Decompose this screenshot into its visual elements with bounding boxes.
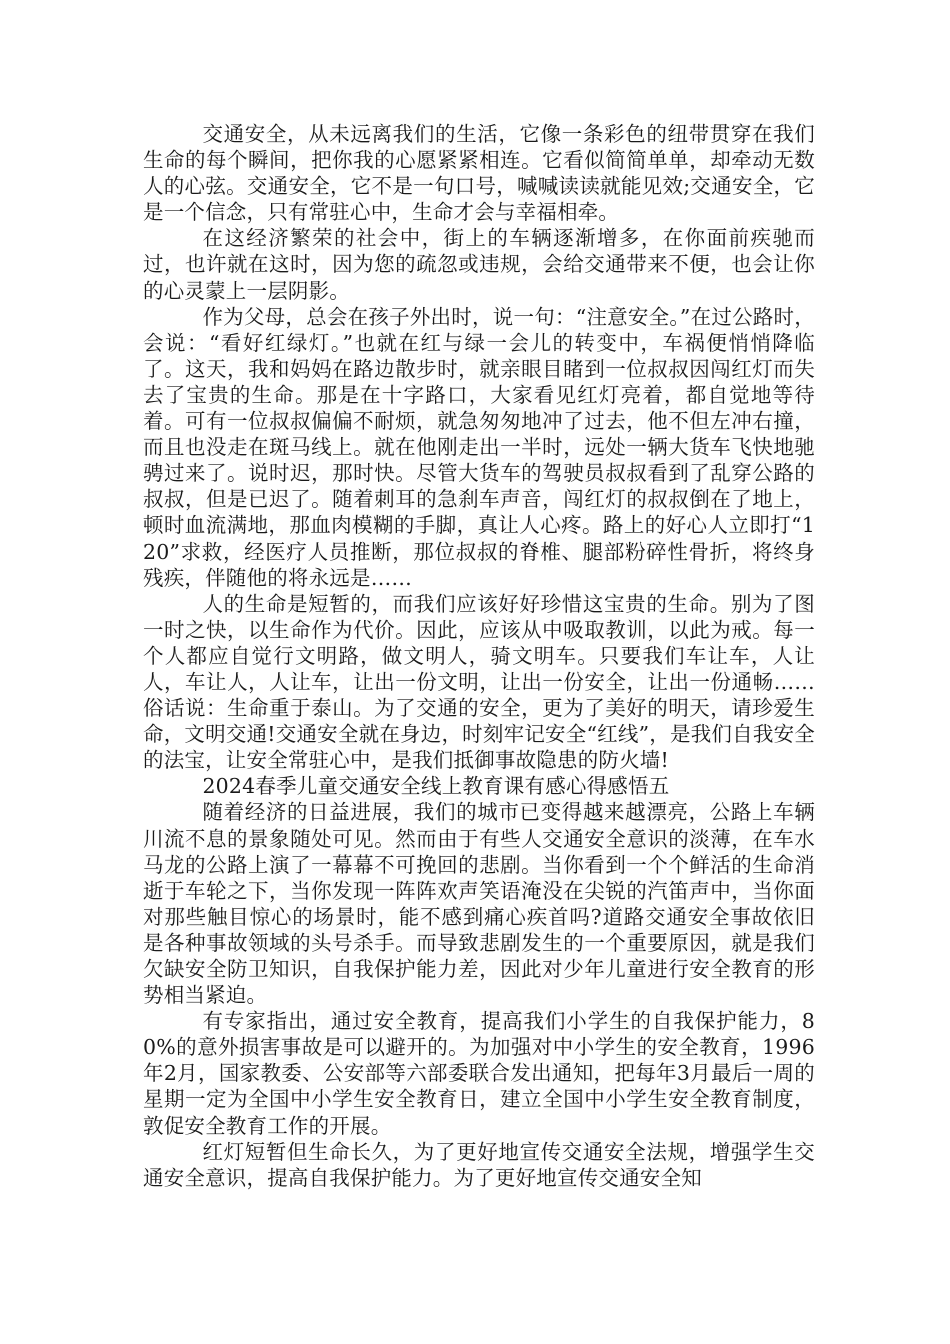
paragraph: 交通安全，从未远离我们的生活，它像一条彩色的纽带贯穿在我们生命的每个瞬间，把你我的心愿紧紧相连。它看似简简单单，却牵动无数人的心弦。交通安全，它不是一句口号，喊喊读读就能见效;交通安全，它是一个信念，只有常驻心中，生命才会与幸福相牵。 [143, 122, 815, 225]
paragraph: 人的生命是短暂的，而我们应该好好珍惜这宝贵的生命。别为了图一时之快，以生命作为代价。因此，应该从中吸取教训，以此为戒。每一个人都应自觉行文明路，做文明人，骑文明车。只要我们车让车，人让人，车让人，人让车，让出一份文明，让出一份安全，让出一份通畅……俗话说：生命重于泰山。为了交通的安全，更为了美好的明天，请珍爱生命，文明交通!交通安全就在身边，时刻牢记安全“红线”，是我们自我安全的法宝，让安全常驻心中，是我们抵御事故隐患的防火墙! [143, 591, 815, 773]
paragraph: 随着经济的日益进展，我们的城市已变得越来越漂亮，公路上车辆川流不息的景象随处可见。然而由于有些人交通安全意识的淡薄，在车水马龙的公路上演了一幕幕不可挽回的悲剧。当你看到一个个鲜活的生命消逝于车轮之下，当你发现一阵阵欢声笑语淹没在尖锐的汽笛声中，当你面对那些触目惊心的场景时，能不感到痛心疾首吗?道路交通安全事故依旧是各种事故领域的头号杀手。而导致悲剧发生的一个重要原因，就是我们欠缺安全防卫知识，自我保护能力差，因此对少年儿童进行安全教育的形势相当紧迫。 [143, 800, 815, 1008]
paragraph: 红灯短暂但生命长久，为了更好地宣传交通安全法规，增强学生交通安全意识，提高自我保护能力。为了更好地宣传交通安全知 [143, 1139, 815, 1190]
paragraph: 有专家指出，通过安全教育，提高我们小学生的自我保护能力，80%的意外损害事故是可以避开的。为加强对中小学生的安全教育，1996年2月，国家教委、公安部等六部委联合发出通知，把每年3月最后一周的星期一定为全国中小学生安全教育日，建立全国中小学生安全教育制度，敦促安全教育工作的开展。 [143, 1009, 815, 1138]
paragraph: 作为父母，总会在孩子外出时，说一句：“注意安全。”在过公路时，会说：“看好红绿灯。”也就在红与绿一会儿的转变中，车祸便悄悄降临了。这天，我和妈妈在路边散步时，就亲眼目睹到一位叔叔因闯红灯而失去了宝贵的生命。那是在十字路口，大家看见红灯亮着，都自觉地等待着。可有一位叔叔偏偏不耐烦，就急匆匆地冲了过去，他不但左冲右撞，而且也没走在斑马线上。就在他刚走出一半时，远处一辆大货车飞快地驰骋过来了。说时迟，那时快。尽管大货车的驾驶员叔叔看到了乱穿公路的叔叔，但是已迟了。随着刺耳的急刹车声音，闯红灯的叔叔倒在了地上，顿时血流满地，那血肉模糊的手脚，真让人心疼。路上的好心人立即打“120”求救，经医疗人员推断，那位叔叔的脊椎、腿部粉碎性骨折，将终身残疾，伴随他的将永远是…… [143, 304, 815, 590]
document-body [143, 121, 815, 1191]
section-heading: 2024春季儿童交通安全线上教育课有感心得感悟五 [202, 774, 670, 799]
paragraph: 在这经济繁荣的社会中，街上的车辆逐渐增多，在你面前疾驰而过，也许就在这时，因为您的疏忽或违规，会给交通带来不便，也会让你的心灵蒙上一层阴影。 [143, 226, 815, 303]
